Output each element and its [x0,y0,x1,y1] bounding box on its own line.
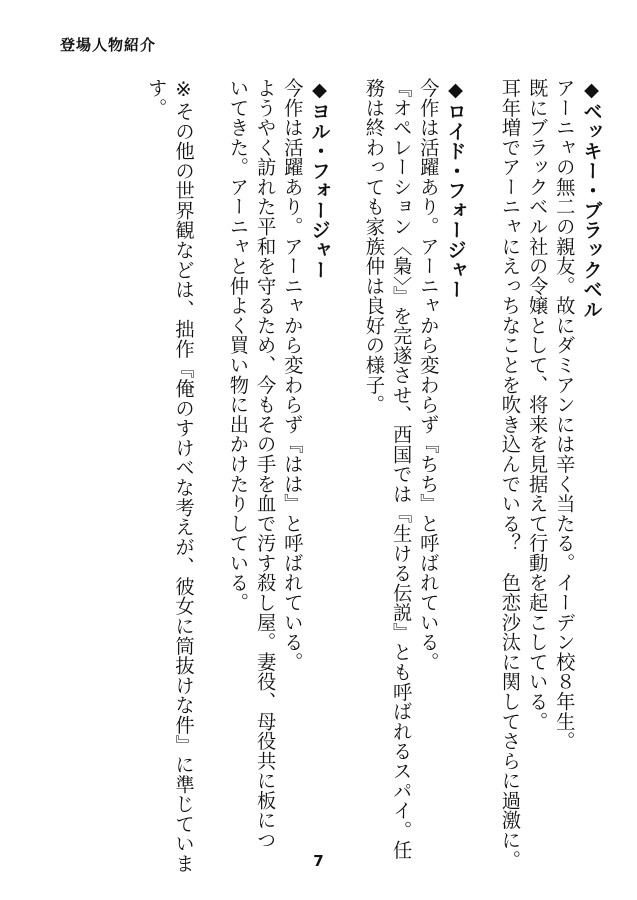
section-heading-loid: ◆ロイド・フォージャー [444,78,467,300]
page-title: 登場人物紹介 [60,36,157,54]
body-line: 今作は活躍あり。アーニャから変わらず『ちち』と呼ばれている。 [416,78,440,672]
note-line: ※その他の世界観などは、拙作『俺のすけベな考えが、彼女に筒抜けな件』に準じていま [172,78,195,874]
line-spacer [333,78,360,848]
body-line: 既にブラックベル社の令嬢として、将来を見据えて行動を起こしている。 [525,78,549,732]
vertical-text-body [143,78,605,874]
body-line: アーニャの無二の親友。故にダミアンには辛く当たる。イーデン校８年生。 [552,78,576,751]
body-line: 務は終わっても家族仲は良好の様子。 [362,78,386,415]
body-line: ようやく訪れた平和を守るため、今もその手を血で汚す殺し屋。妻役、母役共に板につ [253,78,277,850]
page-number: 7 [313,852,324,870]
note-line: す。 [144,78,168,118]
line-spacer [469,78,496,848]
body-line: 今作は活躍あり。アーニャから変わらず『はは』と呼ばれている。 [280,78,304,672]
body-line: いてきた。アーニャと仲よく買い物に出かけたりしている。 [226,78,250,613]
section-heading-becky: ◆ベッキー・ブラックベル [580,78,603,320]
body-line: 『オペレーション〈梟〉』を完遂させ、西国では『生ける伝説』とも呼ばれるスパイ。任 [389,78,413,860]
line-spacer [197,78,224,848]
section-heading-yor: ◆ヨル・フォージャー [308,78,331,280]
body-line: 耳年増でアーニャにえっちなことを吹き込んでいる？ 色恋沙汰に関してさらに過激に。 [498,78,522,870]
